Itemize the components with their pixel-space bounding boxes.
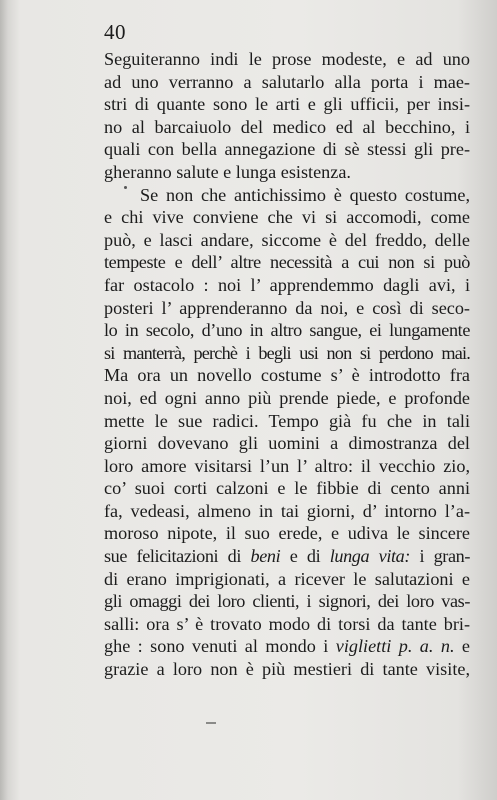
italic-term: viglietti p. a. n. bbox=[335, 636, 455, 657]
text-line: stri di quante sono le arti e gli ufficii, per insi- bbox=[104, 94, 470, 115]
text-segment: e di bbox=[280, 546, 330, 567]
text-line: ad uno verranno a salutarlo alla porta i mae- bbox=[104, 71, 470, 92]
text-line: quali con bella annegazione di sè stessi gli pre- bbox=[104, 139, 470, 160]
page-number: 40 bbox=[104, 20, 126, 44]
text-line: può, e lasci andare, siccome è del freddo, delle bbox=[104, 229, 470, 250]
text-line: tempeste e dell’ altre necessità a cui non si può bbox=[104, 252, 470, 273]
text-line: giorni dovevano gli uomini a dimostranza del bbox=[104, 433, 470, 454]
text-segment: e bbox=[454, 636, 470, 657]
paragraph-start-line: Se non che antichissimo è questo costume, bbox=[140, 184, 470, 205]
text-line: si manterrà, perchè i begli usi non si perdono mai. bbox=[104, 342, 470, 363]
italic-term: beni bbox=[250, 546, 281, 567]
text-segment: sue felicitazioni di bbox=[104, 546, 251, 567]
text-line: Ma ora un novello costume s’ è introdotto fra bbox=[104, 365, 470, 386]
text-segment: i gran- bbox=[409, 546, 470, 567]
text-line: e chi vive conviene che vi si accomodi, come bbox=[104, 207, 470, 228]
text-line: grazie a loro non è più mestieri di tante visite, bbox=[104, 659, 470, 680]
text-line: salli: ora s’ è trovato modo di torsi da tante bri- bbox=[104, 613, 470, 634]
text-line: fa, vedeasi, almeno in tai giorni, d’ intorno l’a- bbox=[104, 500, 470, 521]
text-line: moroso nipote, il suo erede, e udiva le sincere bbox=[104, 523, 470, 544]
text-line: posteri l’ apprenderanno da noi, e così di seco- bbox=[104, 297, 470, 318]
printer-mark bbox=[206, 722, 216, 724]
text-line: di erano imprigionati, a ricever le salutazioni e bbox=[104, 568, 470, 589]
text-line: loro amore visitarsi l’un l’ altro: il vecchio zio, bbox=[104, 455, 470, 476]
text-line: lo in secolo, d’uno in altro sangue, ei lungamente bbox=[104, 320, 470, 341]
text-line: co’ suoi corti calzoni e le fibbie di cento anni bbox=[104, 478, 470, 499]
text-line: gli omaggi dei loro clienti, i signori, dei loro vas- bbox=[104, 591, 470, 612]
text-line-with-italics bbox=[104, 545, 470, 568]
text-line-with-italics bbox=[104, 635, 470, 658]
text-line: noi, ed ogni anno più prende piede, e profonde bbox=[104, 387, 470, 408]
text-line: no al barcaiuolo del medico ed al becchino, i bbox=[104, 116, 470, 137]
text-line: Seguiteranno indi le prose modeste, e ad uno bbox=[104, 49, 470, 69]
text-line: gheranno salute e lunga esistenza. bbox=[104, 161, 351, 182]
italic-term: lunga vita: bbox=[329, 546, 410, 567]
text-line: mette le sue radici. Tempo già fu che in tali bbox=[104, 410, 470, 431]
text-line: far ostacolo : noi l’ apprendemmo dagli avi, i bbox=[104, 274, 470, 295]
body-text bbox=[104, 48, 470, 681]
text-segment: ghe : sono venuti al mondo i bbox=[104, 636, 336, 657]
